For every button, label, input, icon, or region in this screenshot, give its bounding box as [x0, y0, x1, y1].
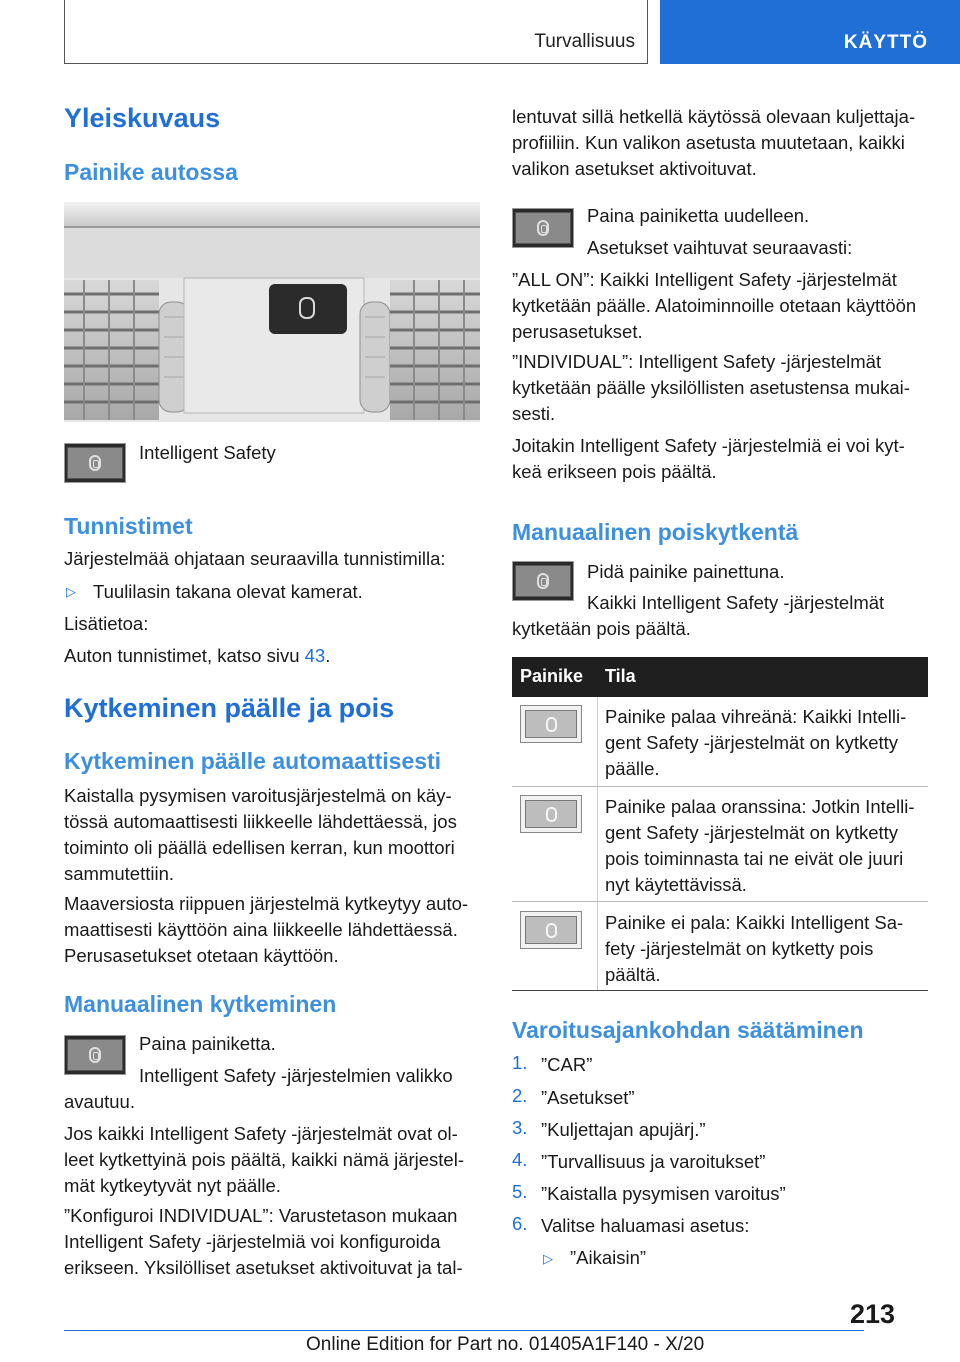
sub-option-early: ”Aikaisin” — [570, 1247, 647, 1268]
allon-line1: ”ALL ON”: Kaikki Intelligent Safety -järjestelmät — [512, 269, 897, 290]
auto-p1-line4: sammutettiin. — [64, 863, 175, 884]
icon-caption: Intelligent Safety — [139, 442, 276, 463]
some-line1: Joitakin Intelligent Safety -järjestelmiä ei voi kyt- — [512, 435, 905, 456]
table-row3-line2: fety -järjestelmät on kytketty pois — [605, 938, 874, 959]
manual-p1-line3: mät kytkeytyvät nyt päälle. — [64, 1175, 281, 1196]
header-section-box — [64, 0, 648, 64]
triangle-bullet-icon: ▷ — [543, 1251, 553, 1266]
step-number-5: 5. — [512, 1181, 528, 1202]
heading-switch-on-off: Kytkeminen päälle ja pois — [64, 693, 395, 723]
some-line2: keä erikseen pois päältä. — [512, 461, 717, 482]
all-off-line2: kytketään pois päältä. — [512, 618, 691, 639]
allon-line2: kytketään päälle. Alatoiminnoille otetaan käyttöön — [512, 295, 917, 316]
auto-p2-line1: Maaversiosta riippuen järjestelmä kytkeytyy auto- — [64, 893, 469, 914]
manual-p1-line2: leet kytkettyinä pois päältä, kaikki nämä järjestel- — [64, 1149, 464, 1170]
step-text-4: ”Turvallisuus ja varoitukset” — [541, 1151, 766, 1172]
manual-p1-line1: Jos kaikki Intelligent Safety -järjestelmät ovat ol- — [64, 1123, 458, 1144]
step-number-2: 2. — [512, 1085, 528, 1106]
cont-line3: valikon asetukset aktivoituvat. — [512, 158, 757, 179]
auto-p1-line1: Kaistalla pysymisen varoitusjärjestelmä on käy- — [64, 785, 452, 806]
page-number: 213 — [850, 1299, 896, 1329]
auto-p1-line2: tössä automaattisesti liikkeelle lähdettäessä, jos — [64, 811, 457, 832]
press-again: Paina painiketta uudelleen. — [587, 205, 810, 226]
all-off-line1: Kaikki Intelligent Safety -järjestelmät — [587, 592, 885, 613]
heading-sensors: Tunnistimet — [64, 513, 193, 539]
manual-step1: Paina painiketta. — [139, 1033, 276, 1054]
intelligent-safety-icon — [64, 443, 126, 483]
table-column-divider — [597, 697, 598, 990]
step-text-1: ”CAR” — [541, 1054, 593, 1075]
settings-change: Asetukset vaihtuvat seuraavasti: — [587, 237, 853, 258]
intelligent-safety-icon — [64, 1035, 126, 1075]
heading-button-in-car: Painike autossa — [64, 159, 238, 185]
table-row2-line1: Painike palaa oranssina: Jotkin Intelli- — [605, 796, 915, 817]
heading-warning-timing: Varoitusajankohdan säätäminen — [512, 1017, 864, 1043]
table-row1-line2: gent Safety -järjestelmät on kytketty — [605, 732, 899, 753]
heading-overview: Yleiskuvaus — [64, 103, 221, 133]
step-number-6: 6. — [512, 1213, 528, 1234]
heading-auto-switch: Kytkeminen päälle automaattisesti — [64, 748, 442, 774]
cont-line2: profiiliin. Kun valikon asetusta muutetaan, kaikki — [512, 132, 905, 153]
intelligent-safety-icon — [520, 795, 582, 833]
heading-manual-off: Manuaalinen poiskytkentä — [512, 519, 799, 545]
table-row-divider — [512, 901, 928, 902]
table-row3-line3: päältä. — [605, 964, 661, 985]
table-bottom-border — [512, 990, 928, 991]
table-row2-line2: gent Safety -järjestelmät on kytketty — [605, 822, 899, 843]
footer-edition: Online Edition for Part no. 01405A1F140 - X/20 — [306, 1334, 705, 1355]
table-row1-line1: Painike palaa vihreänä: Kaikki Intelli- — [605, 706, 907, 727]
table-row-divider — [512, 786, 928, 787]
header-chapter-tab — [660, 0, 960, 64]
step-text-2: ”Asetukset” — [541, 1087, 635, 1108]
triangle-bullet-icon: ▷ — [66, 584, 76, 599]
step-number-1: 1. — [512, 1052, 528, 1073]
step-text-3: ”Kuljettajan apujärj.” — [541, 1119, 706, 1140]
table-row1-line3: päälle. — [605, 758, 660, 779]
page-link-43[interactable]: 43 — [304, 645, 326, 666]
intelligent-safety-icon — [512, 561, 574, 601]
table-header — [512, 657, 928, 697]
table-col-state: Tila — [605, 666, 636, 686]
allon-line3: perusasetukset. — [512, 321, 643, 342]
heading-manual-switch: Manuaalinen kytkeminen — [64, 991, 337, 1017]
footer-rule — [64, 1330, 864, 1331]
indiv-line3: sesti. — [512, 403, 556, 424]
dashboard-photo-illustration — [64, 202, 480, 422]
table-row2-line3: pois toiminnasta tai ne eivät ole juuri — [605, 848, 904, 869]
auto-p1-line3: toiminto oli päällä edellisen kerran, kun moottori — [64, 837, 455, 858]
table-row3-line1: Painike ei pala: Kaikki Intelligent Sa- — [605, 912, 904, 933]
intelligent-safety-icon — [512, 208, 574, 248]
table-row2-line4: nyt käytettävissä. — [605, 874, 747, 895]
dashboard-photo — [64, 202, 480, 422]
step-number-3: 3. — [512, 1117, 528, 1138]
intelligent-safety-icon — [520, 911, 582, 949]
sensors-intro: Järjestelmää ohjataan seuraavilla tunnistimilla: — [64, 548, 446, 569]
intelligent-safety-icon — [520, 705, 582, 743]
table-col-button: Painike — [520, 666, 584, 686]
auto-p2-line3: Perusasetukset otetaan käyttöön. — [64, 945, 339, 966]
hold-button: Pidä painike painettuna. — [587, 561, 785, 582]
auto-p2-line2: maattisesti käyttöön aina liikkeelle lähdettäessä. — [64, 919, 458, 940]
more-info-label: Lisätietoa: — [64, 613, 149, 634]
manual-p2-line3: erikseen. Yksilölliset asetukset aktivoituvat ja tal- — [64, 1257, 463, 1278]
indiv-line2: kytketään päälle yksilöllisten asetustensa mukai- — [512, 377, 910, 398]
more-info-ref-text: Auton tunnistimet, katso sivu — [64, 645, 305, 666]
cont-line1: lentuvat sillä hetkellä käytössä olevaan kuljettaja- — [512, 106, 916, 127]
step-text-6: Valitse haluamasi asetus: — [541, 1215, 750, 1236]
step-number-4: 4. — [512, 1149, 528, 1170]
step-text-5: ”Kaistalla pysymisen varoitus” — [541, 1183, 786, 1204]
manual-p2-line2: Intelligent Safety -järjestelmiä voi konfiguroida — [64, 1231, 441, 1252]
sensors-bullet: Tuulilasin takana olevat kamerat. — [93, 581, 363, 602]
manual-step2-line1: Intelligent Safety -järjestelmien valikko — [139, 1065, 453, 1086]
more-info-ref — [64, 643, 330, 669]
manual-step2-line2: avautuu. — [64, 1091, 135, 1112]
more-info-ref-end: . — [325, 645, 331, 666]
header-chapter-title: KÄYTTÖ — [843, 32, 928, 53]
manual-p2-line1: ”Konfiguroi INDIVIDUAL”: Varustetason mukaan — [64, 1205, 458, 1226]
header-section-title: Turvallisuus — [534, 31, 635, 52]
indiv-line1: ”INDIVIDUAL”: Intelligent Safety -järjestelmät — [512, 351, 882, 372]
